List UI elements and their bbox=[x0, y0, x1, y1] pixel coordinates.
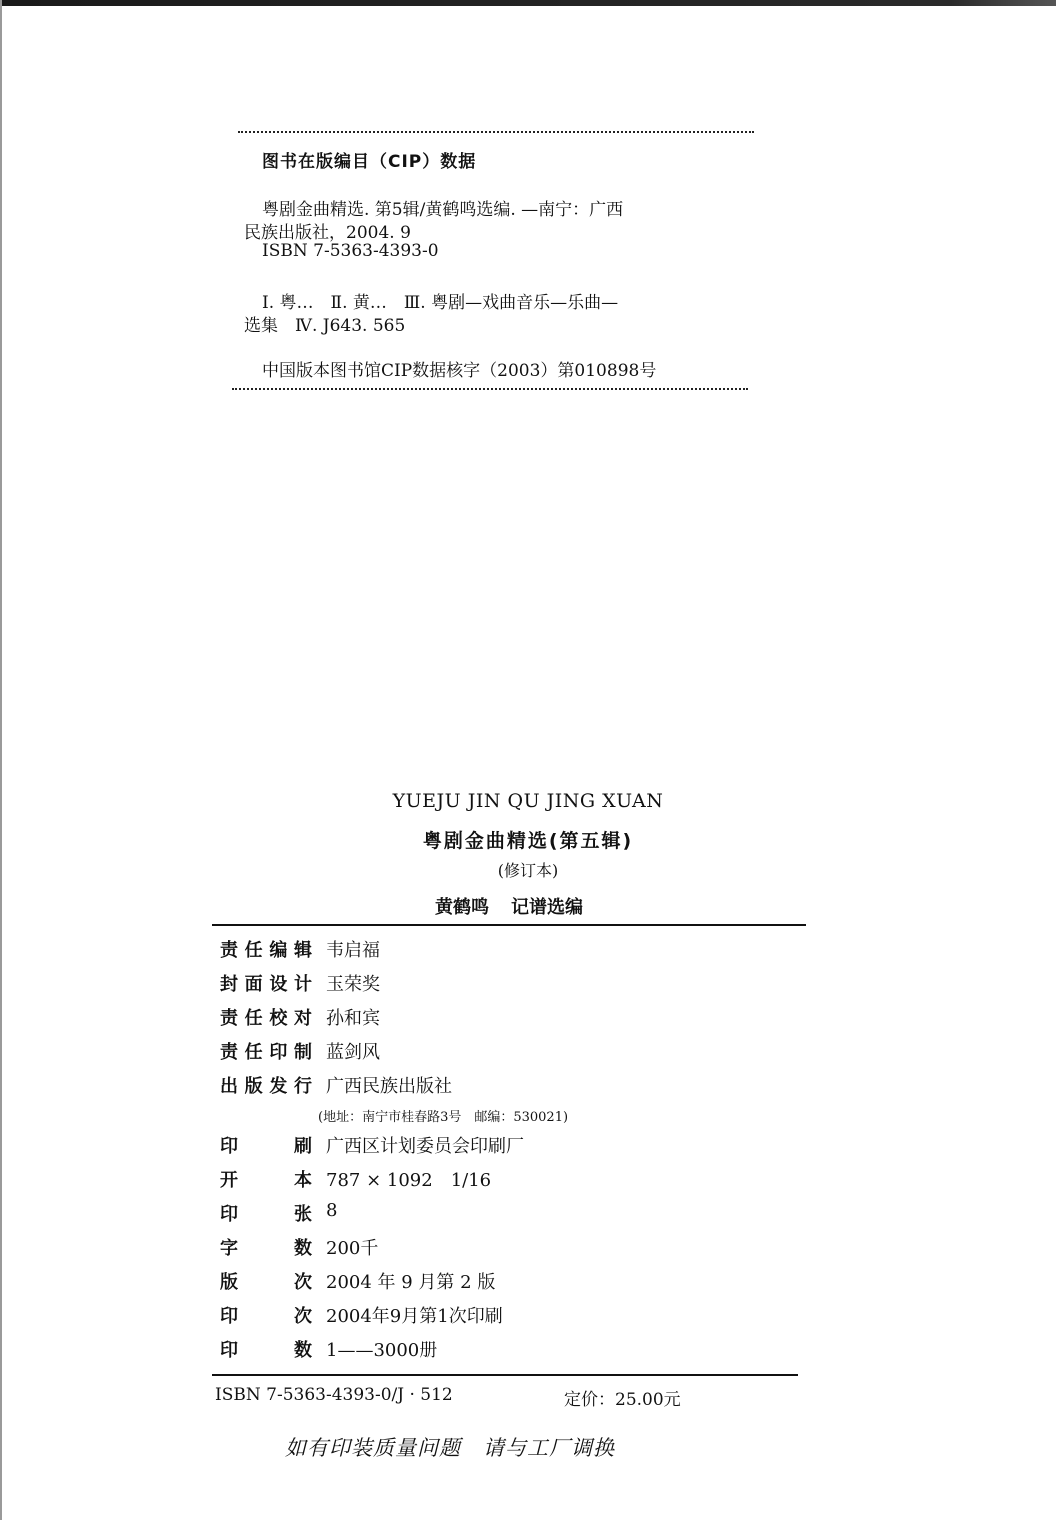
edition-note: (修订本) bbox=[497, 861, 559, 880]
cip-bottom-dotted-rule bbox=[232, 388, 748, 390]
print-info-label: 版次 bbox=[220, 1272, 312, 1293]
colophon-top-rule bbox=[212, 924, 806, 926]
quality-notice: 如有印装质量问题 请与工厂调换 bbox=[285, 1436, 615, 1460]
cip-heading: 图书在版编目（CIP）数据 bbox=[262, 152, 477, 172]
print-info-value: 200千 bbox=[326, 1238, 379, 1259]
print-info-value: 广西区计划委员会印刷厂 bbox=[326, 1136, 524, 1157]
isbn-code: ISBN 7-5363-4393-0/J · 512 bbox=[215, 1385, 453, 1405]
credit-value: 广西民族出版社 bbox=[326, 1076, 452, 1097]
print-info-label: 印刷 bbox=[220, 1136, 312, 1157]
credit-value: 蓝剑风 bbox=[326, 1042, 380, 1063]
print-info-value: 8 bbox=[326, 1200, 338, 1221]
print-info-label: 印张 bbox=[220, 1204, 312, 1225]
credit-value: 孙和宾 bbox=[326, 1008, 380, 1029]
cip-line-classification: 选集 Ⅳ. J643. 565 bbox=[244, 316, 406, 336]
scan-border-top bbox=[0, 0, 1056, 6]
colophon-bottom-rule bbox=[212, 1374, 798, 1376]
pinyin-title: YUEJU JIN QU JING XUAN bbox=[392, 790, 664, 812]
author-line bbox=[435, 893, 583, 919]
print-info-value: 787 × 1092 1/16 bbox=[326, 1170, 492, 1191]
print-info-label: 开本 bbox=[220, 1170, 312, 1191]
print-info-label: 印次 bbox=[220, 1306, 312, 1327]
credit-value: 韦启福 bbox=[326, 940, 380, 961]
author-role: 记谱选编 bbox=[511, 897, 583, 918]
print-info-label: 字数 bbox=[220, 1238, 312, 1259]
scan-border-left bbox=[0, 0, 2, 1520]
print-info-value: 2004 年 9 月第 2 版 bbox=[326, 1272, 496, 1293]
cip-line-title: 粤剧金曲精选. 第5辑/黄鹤鸣选编. —南宁：广西 bbox=[262, 200, 624, 220]
cip-line-isbn: ISBN 7-5363-4393-0 bbox=[262, 241, 439, 261]
cip-line-publisher: 民族出版社，2004. 9 bbox=[244, 223, 411, 243]
book-title: 粤剧金曲精选(第五辑) bbox=[422, 830, 634, 852]
credit-label: 出版发行 bbox=[220, 1076, 312, 1097]
credit-label: 责任印制 bbox=[220, 1042, 312, 1063]
print-info-value: 2004年9月第1次印刷 bbox=[326, 1306, 503, 1327]
credit-label: 封面设计 bbox=[220, 974, 312, 995]
print-info-label: 印数 bbox=[220, 1340, 312, 1361]
author-name: 黄鹤鸣 bbox=[435, 897, 489, 918]
credit-value: 玉荣奖 bbox=[326, 974, 380, 995]
publisher-address: (地址：南宁市桂春路3号 邮编：530021) bbox=[318, 1110, 569, 1125]
credit-label: 责任校对 bbox=[220, 1008, 312, 1029]
cip-line-verification: 中国版本图书馆CIP数据核字（2003）第010898号 bbox=[262, 361, 657, 381]
credit-label: 责任编辑 bbox=[220, 940, 312, 961]
cip-top-dotted-rule bbox=[238, 131, 754, 133]
cip-line-subjects: Ⅰ. 粤… Ⅱ. 黄… Ⅲ. 粤剧—戏曲音乐—乐曲— bbox=[262, 293, 619, 313]
print-info-value: 1——3000册 bbox=[326, 1340, 438, 1361]
price-label: 定价：25.00元 bbox=[564, 1390, 681, 1410]
